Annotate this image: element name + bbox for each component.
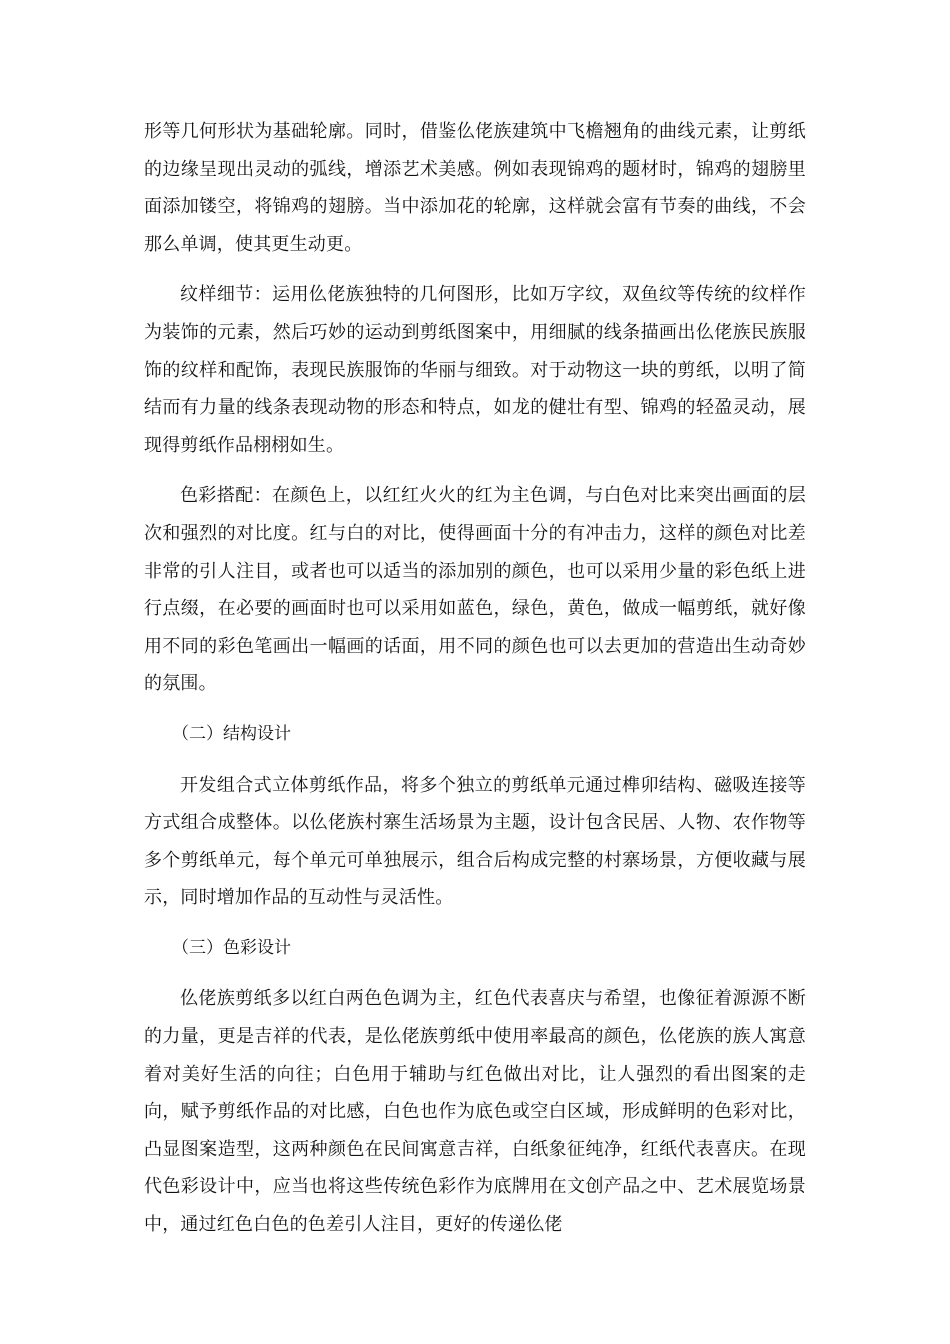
paragraph-color-matching: 色彩搭配：在颜色上，以红红火火的红为主色调，与白色对比来突出画面的层次和强烈的对比度。红与白的对比，使得画面十分的有冲击力，这样的颜色对比差非常的引人注目，或者也可以适当的添加别的颜色，也可以采用少量的彩色纸上进行点缀，在必要的画面时也可以采用如蓝色，绿色，黄色，做成一幅剪纸，就好像用不同的彩色笔画出一幅画的话面，用不同的颜色也可以去更加的营造出生动奇妙的氛围。 xyxy=(144,485,806,695)
heading-color-design: （三）色彩设计 xyxy=(172,937,291,958)
heading-structure-design: （二）结构设计 xyxy=(172,723,291,744)
paragraph-structure-design: 开发组合式立体剪纸作品，将多个独立的剪纸单元通过榫卯结构、磁吸连接等方式组合成整体。以仫佬族村寨生活场景为主题，设计包含民居、人物、农作物等多个剪纸单元，每个单元可单独展示，组合后构成完整的村寨场景，方便收藏与展示，同时增加作品的互动性与灵活性。 xyxy=(144,774,806,909)
paragraph-color-design: 仫佬族剪纸多以红白两色色调为主，红色代表喜庆与希望，也像征着源源不断的力量，更是吉祥的代表，是仫佬族剪纸中使用率最高的颜色，仫佬族的族人寓意着对美好生活的向往；白色用于辅助与红色做出对比，让人强烈的看出图案的走向，赋予剪纸作品的对比感，白色也作为底色或空白区域，形成鲜明的色彩对比，凸显图案造型，这两种颜色在民间寓意吉祥，白纸象征纯净，红纸代表喜庆。在现代色彩设计中，应当也将这些传统色彩作为底牌用在文创产品之中、艺术展览场景中，通过红色白色的色差引人注目，更好的传递仫佬 xyxy=(144,988,806,1236)
paragraph-pattern-details: 纹样细节：运用仫佬族独特的几何图形，比如万字纹，双鱼纹等传统的纹样作为装饰的元素，然后巧妙的运动到剪纸图案中，用细腻的线条描画出仫佬族民族服饰的纹样和配饰，表现民族服饰的华丽与细致。对于动物这一块的剪纸，以明了简结而有力量的线条表现动物的形态和特点，如龙的健壮有型、锦鸡的轻盈灵动，展现得剪纸作品栩栩如生。 xyxy=(144,284,806,456)
document-page xyxy=(144,113,806,1257)
paragraph-shape-outline: 形等几何形状为基础轮廓。同时，借鉴仫佬族建筑中飞檐翘角的曲线元素，让剪纸的边缘呈现出灵动的弧线，增添艺术美感。例如表现锦鸡的题材时，锦鸡的翅膀里面添加镂空，将锦鸡的翅膀。当中添加花的轮廓，这样就会富有节奏的曲线，不会那么单调，使其更生动更。 xyxy=(144,121,806,255)
